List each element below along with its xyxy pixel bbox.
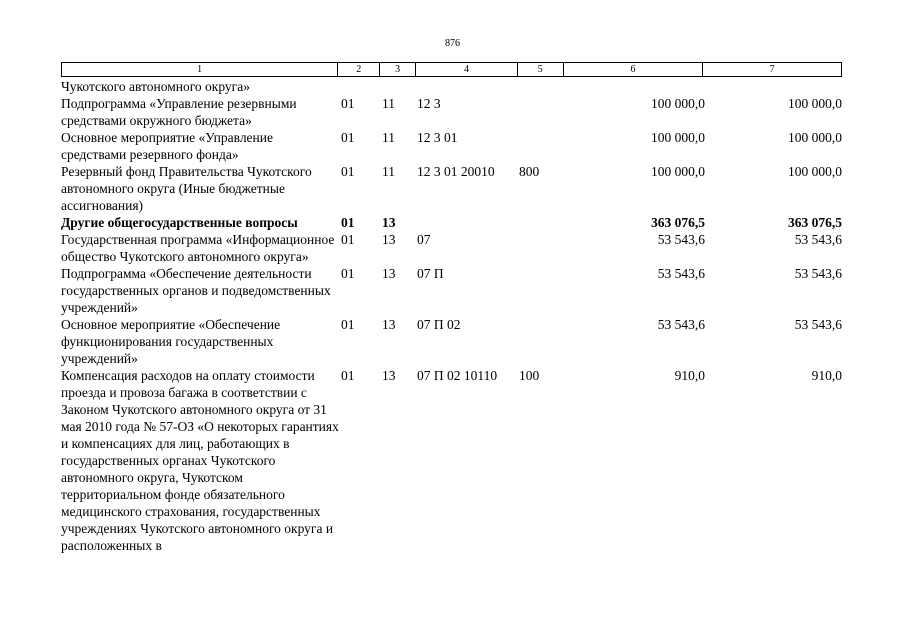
amount-year-1-cell: 100 000,0 — [651, 164, 705, 179]
table-row — [61, 163, 842, 214]
amount-year-1-cell: 100 000,0 — [651, 130, 705, 145]
target-article-cell: 07 П — [417, 266, 444, 281]
table-row — [61, 78, 842, 95]
table-body — [61, 78, 842, 554]
amount-year-2-cell — [705, 78, 842, 95]
expense-type-cell — [519, 316, 565, 367]
subsection-code-cell: 13 — [382, 368, 396, 383]
target-article-cell — [417, 214, 519, 231]
section-code-cell: 01 — [341, 164, 355, 179]
section-code-cell: 01 — [341, 130, 355, 145]
expense-type-cell: 100 — [519, 368, 540, 383]
amount-year-2-cell: 53 543,6 — [794, 266, 842, 281]
header-cell-1: 1 — [62, 63, 338, 76]
table-row — [61, 95, 842, 129]
amount-year-1-cell: 53 543,6 — [657, 266, 705, 281]
amount-year-2-cell: 910,0 — [811, 368, 842, 383]
table-row — [61, 367, 842, 554]
header-cell-7: 7 — [769, 64, 775, 75]
row-name-cell: Основное мероприятие «Обеспечение функционирования государственных учреждений» — [61, 317, 281, 366]
subsection-code-cell — [382, 78, 417, 95]
subsection-code-cell: 11 — [382, 130, 395, 145]
target-article-cell: 07 П 02 10110 — [417, 368, 498, 383]
table-row — [61, 231, 842, 265]
section-code-cell: 01 — [341, 96, 355, 111]
expense-type-cell — [519, 78, 565, 95]
expense-type-cell — [519, 129, 565, 163]
row-name-cell: Резервный фонд Правительства Чукотского автономного округа (Иные бюджетные ассигнования) — [61, 164, 312, 213]
target-article-cell: 12 3 01 20010 — [417, 164, 495, 179]
subsection-code-cell: 13 — [382, 215, 396, 230]
amount-year-1-cell: 53 543,6 — [657, 317, 705, 332]
table-row — [61, 265, 842, 316]
row-name-cell: Другие общегосударственные вопросы — [61, 215, 298, 230]
target-article-cell: 07 П 02 — [417, 317, 461, 332]
amount-year-2-cell: 53 543,6 — [794, 317, 842, 332]
header-cell-5: 5 — [518, 63, 564, 76]
row-name-cell: Чукотского автономного округа» — [61, 79, 250, 94]
row-name-cell: Подпрограмма «Управление резервными средствами окружного бюджета» — [61, 96, 297, 128]
amount-year-2-cell: 100 000,0 — [788, 164, 842, 179]
table-row — [61, 316, 842, 367]
page-number: 876 — [445, 38, 460, 49]
section-code-cell — [341, 78, 382, 95]
row-name-cell: Основное мероприятие «Управление средствами резервного фонда» — [61, 130, 273, 162]
target-article-cell: 07 — [417, 232, 431, 247]
section-code-cell: 01 — [341, 215, 355, 230]
row-name-cell: Государственная программа «Информационное общество Чукотского автономного округа» — [61, 232, 335, 264]
amount-year-1-cell: 363 076,5 — [651, 215, 705, 230]
header-cell-6: 6 — [564, 63, 704, 76]
subsection-code-cell: 11 — [382, 96, 395, 111]
expense-type-cell: 800 — [519, 164, 540, 179]
expense-type-cell — [519, 265, 565, 316]
table-row — [61, 214, 842, 231]
subsection-code-cell: 13 — [382, 266, 396, 281]
section-code-cell: 01 — [341, 266, 355, 281]
amount-year-2-cell: 363 076,5 — [788, 215, 842, 230]
subsection-code-cell: 13 — [382, 232, 396, 247]
subsection-code-cell: 11 — [382, 164, 395, 179]
expense-type-cell — [519, 95, 565, 129]
section-code-cell: 01 — [341, 317, 355, 332]
expense-type-cell — [519, 231, 565, 265]
amount-year-2-cell: 53 543,6 — [794, 232, 842, 247]
amount-year-2-cell: 100 000,0 — [788, 130, 842, 145]
row-name-cell: Компенсация расходов на оплату стоимости проезда и провоза багажа в соответствии с Законом Чукотского автономного округа от 31 мая 2010 года № 57-ОЗ «О некоторых гарантиях и компенсациях для лиц, работающих в государственных органах Чукотского автономного округа, Чукотском территориальном фонде обязательного медицинского страхования, государственных учреждениях Чукотского автономного округа и расположенных в — [61, 368, 339, 553]
row-name-cell: Подпрограмма «Обеспечение деятельности государственных органов и подведомственных учреждений» — [61, 266, 331, 315]
header-cell-4: 4 — [416, 63, 518, 76]
amount-year-1-cell: 53 543,6 — [657, 232, 705, 247]
section-code-cell: 01 — [341, 232, 355, 247]
section-code-cell: 01 — [341, 368, 355, 383]
amount-year-1-cell — [565, 78, 705, 95]
expense-type-cell — [519, 214, 565, 231]
table-row — [61, 129, 842, 163]
subsection-code-cell: 13 — [382, 317, 396, 332]
header-cell-3: 3 — [380, 63, 416, 76]
amount-year-2-cell: 100 000,0 — [788, 96, 842, 111]
target-article-cell: 12 3 01 — [417, 130, 458, 145]
header-cell-2: 2 — [338, 63, 380, 76]
target-article-cell: 12 3 — [417, 96, 441, 111]
target-article-cell — [417, 78, 519, 95]
amount-year-1-cell: 100 000,0 — [651, 96, 705, 111]
amount-year-1-cell: 910,0 — [674, 368, 705, 383]
table-header-row — [61, 62, 842, 77]
